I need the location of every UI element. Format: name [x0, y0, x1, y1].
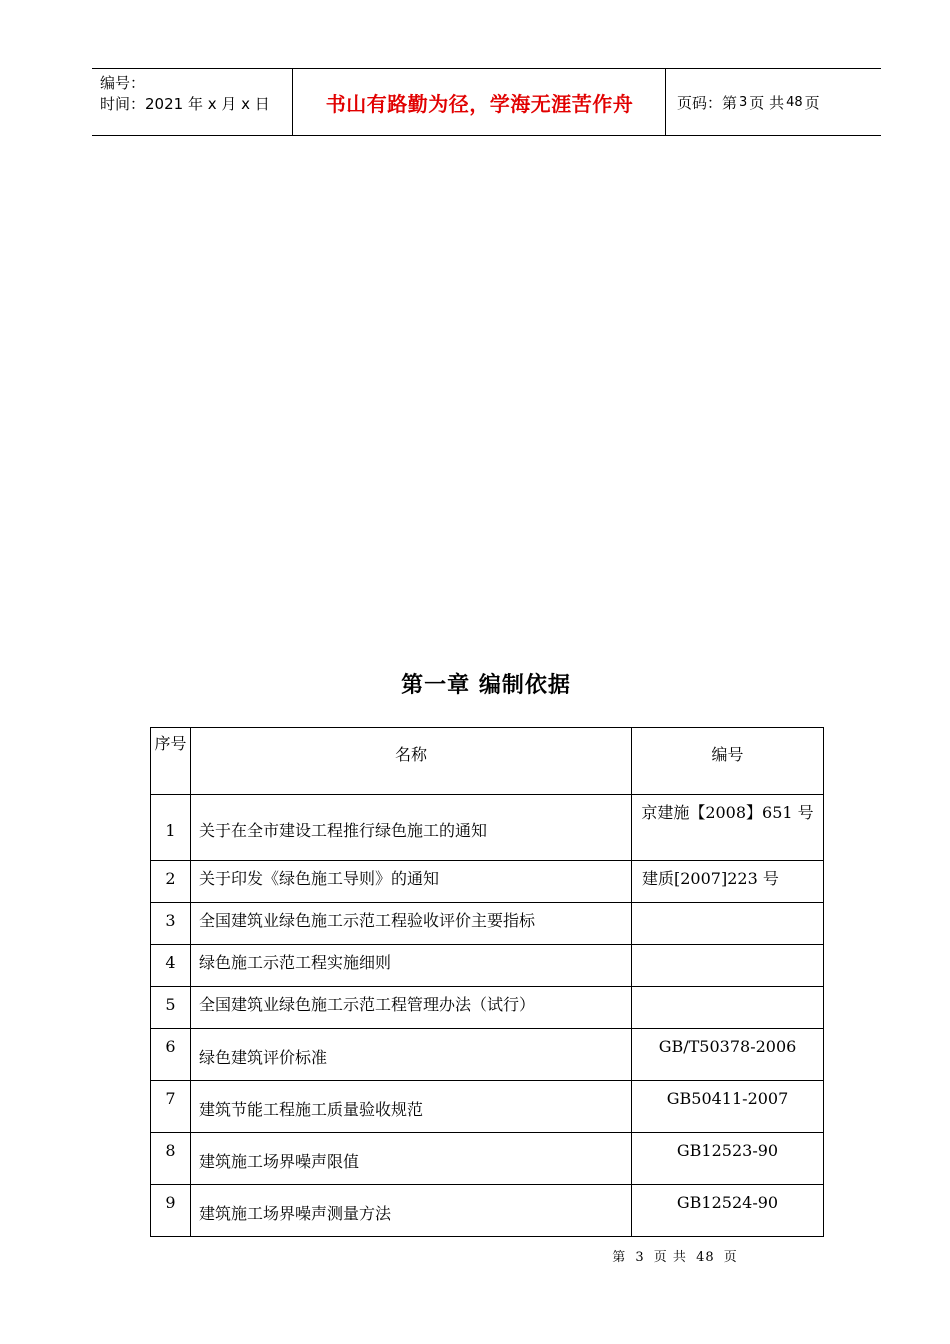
table-row — [151, 987, 824, 1029]
row-code: 建质[2007]223 号 — [632, 861, 824, 903]
row-no: 9 — [151, 1185, 191, 1237]
row-name: 绿色建筑评价标准 — [191, 1029, 632, 1081]
table-row — [151, 903, 824, 945]
row-name: 建筑施工场界噪声测量方法 — [191, 1185, 632, 1237]
row-name: 全国建筑业绿色施工示范工程管理办法（试行） — [191, 987, 632, 1029]
row-no: 3 — [151, 903, 191, 945]
row-name: 建筑节能工程施工质量验收规范 — [191, 1081, 632, 1133]
row-no: 7 — [151, 1081, 191, 1133]
header-page-prefix: 页码：第 — [677, 93, 738, 112]
row-no: 5 — [151, 987, 191, 1029]
table-row — [151, 861, 824, 903]
header-time-label: 时间： — [100, 95, 146, 113]
footer-prefix: 第 — [612, 1250, 627, 1265]
header-page-current: 3 — [739, 94, 748, 110]
header-page-middle: 页 共 — [749, 93, 785, 112]
row-no: 6 — [151, 1029, 191, 1081]
footer-middle: 页 共 — [653, 1250, 687, 1265]
row-code: GB12523-90 — [632, 1133, 824, 1185]
header-time-value: 2021 年 x 月 x 日 — [145, 95, 270, 113]
table-header-row — [151, 728, 824, 795]
row-code — [632, 945, 824, 987]
table-row — [151, 945, 824, 987]
header-motto: 书山有路勤为径，学海无涯苦作舟 — [325, 91, 634, 116]
header-time — [100, 94, 270, 115]
header-no-text: 序号 — [154, 734, 187, 753]
header-name: 名称 — [191, 728, 632, 795]
row-name: 绿色施工示范工程实施细则 — [191, 945, 632, 987]
row-no: 2 — [151, 861, 191, 903]
table-row — [151, 1029, 824, 1081]
row-no: 4 — [151, 945, 191, 987]
page-footer — [0, 1246, 950, 1265]
row-code: 京建施【2008】651 号 — [632, 795, 824, 861]
page-header — [92, 68, 881, 136]
row-code: GB50411-2007 — [632, 1081, 824, 1133]
table-row — [151, 1185, 824, 1237]
table-row — [151, 795, 824, 861]
row-code: GB/T50378-2006 — [632, 1029, 824, 1081]
table-row — [151, 1133, 824, 1185]
basis-table — [150, 727, 824, 1237]
header-code: 编号 — [632, 728, 824, 795]
header-page-total: 48 — [786, 94, 803, 110]
header-meta — [100, 73, 270, 115]
header-page-number — [677, 69, 820, 135]
row-code — [632, 903, 824, 945]
header-no — [151, 728, 191, 795]
footer-total: 48 — [696, 1250, 715, 1265]
header-page-suffix: 页 — [804, 93, 820, 112]
row-name: 建筑施工场界噪声限值 — [191, 1133, 632, 1185]
table-row — [151, 1081, 824, 1133]
row-name: 关于印发《绿色施工导则》的通知 — [191, 861, 632, 903]
header-number-label: 编号： — [100, 74, 146, 92]
row-name: 关于在全市建设工程推行绿色施工的通知 — [191, 795, 632, 861]
row-no: 8 — [151, 1133, 191, 1185]
chapter-title: 第一章 编制依据 — [401, 673, 571, 698]
row-code: GB12524-90 — [632, 1185, 824, 1237]
row-code — [632, 987, 824, 1029]
row-name: 全国建筑业绿色施工示范工程验收评价主要指标 — [191, 903, 632, 945]
footer-suffix: 页 — [723, 1250, 738, 1265]
footer-current: 3 — [635, 1250, 645, 1265]
row-no: 1 — [151, 795, 191, 861]
